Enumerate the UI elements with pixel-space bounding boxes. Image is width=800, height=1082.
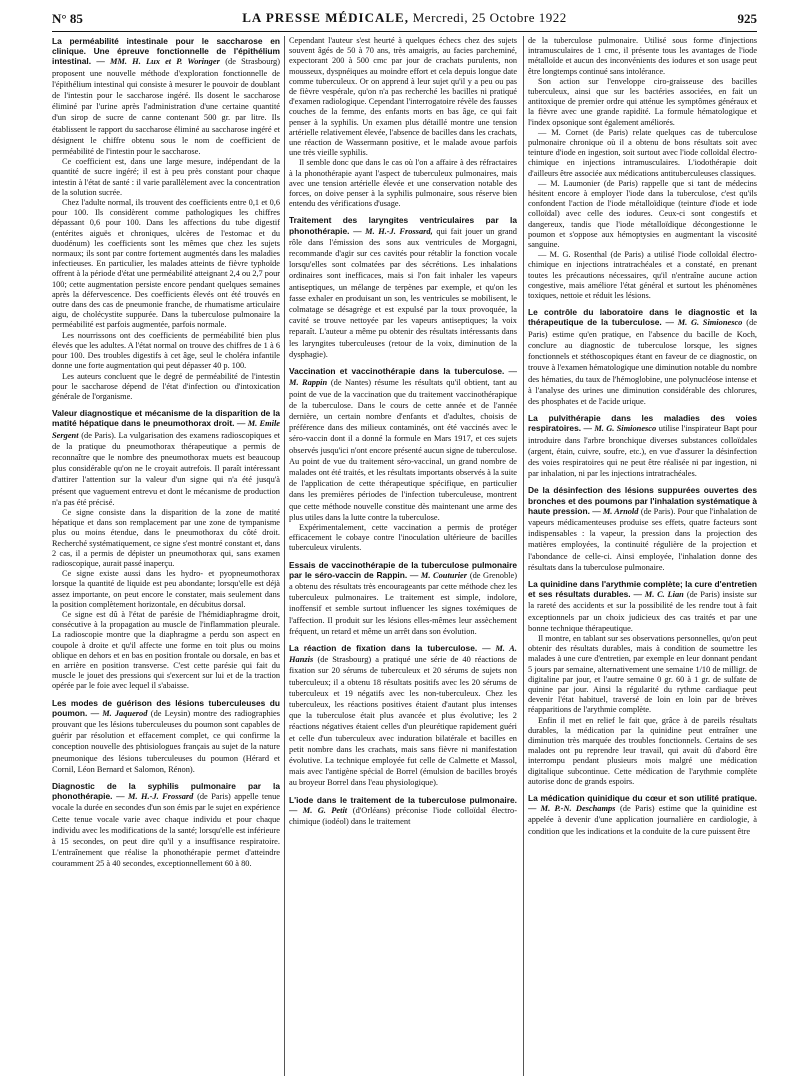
article-author: — M. A. Hanzis <box>289 643 517 665</box>
article-paragraph: (de Nantes) résume les résultats qu'il obtient, tant au point de vue de la vaccination que du traitement vaccinothérapique de la tuberculose. Dans le cours de cette année et de l'année dernière, un certain nombre d'enfants et d'adultes, choisis de préférence dans des milieux contaminés, ont été vaccinés avec le séro-vaccin dont il a donné la formule en Mars 1917, et ces sujets observés jusqu'ici n'ont encore présenté aucun signe de tuberculose. Au point de vue du traitement séro-vaccinal, un grand nombre de malades ont été traités, et les résultats importants observés à la suite de l'application de cette thérapeutique spécifique, en particulier dans les premières périodes de l'infection tuberculeuse, montrent que cette méthode nouvelle constitue dès maintenant une arme des plus utiles dans la lutte contre la tuberculose. <box>289 378 517 522</box>
article-heading <box>289 560 517 637</box>
article-author: — M. C. Lian <box>633 590 684 600</box>
article <box>528 413 757 479</box>
article <box>528 579 757 787</box>
article <box>528 36 757 301</box>
article-title: La perméabilité intestinale pour le saccharose en clinique. Une épreuve fonctionnelle de l'épithélium intestinal. <box>52 36 280 67</box>
article-title: La réaction de fixation dans la tuberculose. <box>289 642 478 653</box>
article-paragraph: qui fait jouer un grand rôle dans l'émission des sons aux ventricules de Morgagni, recommande d'agir sur ces cavités pour rétablir la fonction vocale lorsqu'elles sont colmatées par des sécrétions. Les inhalations ordinaires sont inefficaces, mais si l'on fait inhaler les vapeurs antiseptiques, un mélange de terpènes par exemple, et qu'on les fasse exhaler en produisant un son, les ventricules se mobilisent, le colmatage se désagrège et est expulsé par la toux provoquée, la cavité se trouve nettoyée par les vapeurs antiseptiques; la voix reparaît. L'auteur a même pu obtenir des résultats intéressants dans les laryngites tuberculeuses (retour de la voix, diminution de la dysphagie). <box>289 226 517 359</box>
article-author: — M. G. Simionesco <box>583 424 657 434</box>
article-paragraph: — M. Cornet (de Paris) relate quelques cas de tuberculose pulmonaire chronique où il a obtenu de bons résultats soit avec teinture d'iode en ingestion, soit surtout avec l'iode colloïdal électro-chimique en injections intramusculaires. L'iodothérapie doit d'ailleurs être associée aux médications antituberculeuses classiques. <box>528 127 757 178</box>
journal-name: LA PRESSE MÉDICALE, <box>242 10 409 25</box>
article-author: — M. Emile Sergent <box>52 419 280 440</box>
article-paragraph: Ce signe est dû à l'état de parésie de l'hémidiaphragme droit, consécutive à la propagation au muscle de l'inflammation pleurale. La radioscopie montre que la diaphragme a perdu son aspect en coupole à droite et qu'il affecte une forme en toit plus ou moins oblique en dehors et en bas en position frontale ou dorsale, en bas et en arrière en position transverse. C'est cette parésie qui fait du muscle le jouet des pressions qui s'exercent sur lui et de la traction opérée par le foie avec lequel il s'abaisse. <box>52 609 280 691</box>
article-heading <box>528 579 757 634</box>
article <box>52 698 280 775</box>
article-heading <box>528 307 757 407</box>
article-paragraph: Les nourrissons ont des coefficients de perméabilité bien plus élevés que les adultes. A l'état normal on trouve des chiffres de 1 à 6 pour 100. Des troubles digestifs à cet âge, seul le choléra infantile donne une forte augmentation qui peut dépasser 40 p. 100. <box>52 330 280 371</box>
issue-number: N° 85 <box>52 11 83 26</box>
article <box>289 366 517 553</box>
article-title: Traitement des laryngites ventriculaires par la phonothérapie. <box>289 215 517 236</box>
article-paragraph: (de Paris) estime qu'en pratique, en l'absence du bacille de Koch, conclure au diagnostic de tuberculose lorsque, les signes fonctionnels et stéthoscopiques étant en faveur de ce diagnostic, on trouve à l'examen hématologique une diminution notable du nombre des hématies, du taux de l'hémoglobine, une polynucléose intense et à l'analyse des urines une diminution considérable des chlorures, des phosphates et de l'acide urique. <box>528 318 757 406</box>
article <box>289 560 517 637</box>
article-paragraph: (de Grenoble) a obtenu des résultats très encourageants par cette méthode chez les tuberculeux pulmonaires. Le traitement est simple, indolore, inoffensif et semble surtout influencer les signes toxémiques de l'affection. Il produit sur les lésions elles-mêmes leur assèchement fréquent, un retard et même un arrêt dans son évolution. <box>289 570 517 636</box>
column-divider <box>284 36 285 1076</box>
article-title: De la désinfection des lésions suppurées ouvertes des bronches et des poumons par l'inhalation systématique à haute pression. <box>528 485 757 516</box>
article <box>52 408 280 691</box>
article-paragraph: — M. Laumonier (de Paris) rappelle que si tant de médecins hésitent encore à employer l'iode dans la tuberculose, c'est qu'ils confondent l'action de l'iode métalloïdique (teinture d'iode et iode colloïdal) avec celle des iodures. Ceux-ci sont congestifs et dangereux, tandis que l'iode métalloïdique décongestionne le poumon et s'oppose aux hémoptysies en augmentant la viscosité sanguine. <box>528 178 757 250</box>
article-paragraph: (de Leysin) montre des radiographies prouvant que les lésions tuberculeuses du poumon sont capables de guérir par résolution et effacement complet, ce qui confirme la conception nouvelle des phtisiologues français au sujet de la nature pneumonique des lésions tuberculeuses du poumon (Hérard et Cornil, Léon Bernard et Salomon, Rénon). <box>52 708 280 774</box>
article-author: — M. P.-N. Deschamps <box>528 804 616 814</box>
article-heading <box>528 485 757 573</box>
article-paragraph: (de Strasbourg) proposent une nouvelle méthode d'exploration fonctionnelle de l'épithélium intestinal qui consiste à mesurer le pouvoir de doublant de l'intestin pour le saccharose ingéré. Ils dosent le saccharose éliminé par l'urine après l'administration d'une certaine quantité d'un sirop de sucre de canne contenant 500 gr. par litre. Ils établissent le rapport du saccharose éliminé au saccharose ingéré et désignent le chiffre obtenu sous le nom de coefficient de perméabilité de l'intestin pour le saccharose. <box>52 57 280 157</box>
article-paragraph: Cependant l'auteur s'est heurté à quelques échecs chez des sujets souvent âgés de 50 à 70 ans, très amaigris, au facies parcheminé, expectorant 200 à 500 cmc par jour de crachats purulents, non mousseux, dyspnéiques au moindre effort et cela depuis longue date comme tuberculeux. Or on apprend à leur sujet qu'il y a peu ou pas de fièvre vespérale, qu'on n'a pas recherché les bacilles ni pratiqué d'examen radiologique. Cependant l'interrogatoire révèle des fausses couches de la femme, des enfants morts en bas âge, ce qui fait penser à la syphilis. Un examen plus détaillé montre une tension artérielle relativement élevée, l'absence de bacilles dans les crachats, une réaction de Wassermann positive, et le malade avoue parfois une très vieille syphilis. <box>289 36 517 158</box>
header-rule <box>52 31 757 32</box>
article-paragraph: de la tuberculose pulmonaire. Utilisé sous forme d'injections intramusculaires de 1 cmc, il présente tous les avantages de l'iode métalloïde et aucun des inconvénients des iodures et son usage peut être longtemps continué sans intolérance. <box>528 36 757 76</box>
article-heading <box>289 366 517 523</box>
article-paragraph: (de Paris). Pour que l'inhalation de vapeurs médicamenteuses produise ses effets, quatre facteurs sont indispensables : la vapeur, la pression dans la projection des matières employées, la continuité régulière de la projection et l'abondance de celle-ci. Ainsi employée, l'inhalation donne des résultats dans la tuberculose pulmonaire. <box>528 506 757 572</box>
article-paragraph: (de Paris) estime que la quinidine est appelée à devenir d'une application journalière en cardiologie, à condition que les indications et la conduite de la cure puissent être <box>528 804 757 836</box>
article-paragraph: Ce signe consiste dans la disparition de la zone de matité hépatique et dans son remplacement par une zone de tympanisme plus ou moins étendue, dans le pneumothorax du côté droit. Recherché systématiquement, ce signe s'est montré constant et, dans 2 cas, il a permis de dépister un pneumothorax qui, sans examen radioscopique, aurait passé inaperçu. <box>52 507 280 568</box>
article-paragraph: Ce signe existe aussi dans les hydro- et pyopneumothorax lorsque la quantité de liquide est peu abondante; lorsqu'elle est déjà assez importante, on peut encore le constater, mais seulement dans la position complètement horizontale, en décubitus dorsal. <box>52 569 280 609</box>
article-paragraph: (de Paris). La vulgarisation des examens radioscopiques et de la pratique du pneumothorax thérapeutique a permis de reconnaître que le nombre des pneumothorax muets est beaucoup plus considérable qu'on ne le croyait autrefois. Il paraît intéressant d'attirer l'attention sur la valeur d'un signe qui n'a été jusqu'à présent que vaguement entrevu et dont le mécanisme de production n'a pas été précisé. <box>52 430 280 507</box>
article-paragraph: (de Strasbourg) a pratiqué une série de 40 réactions de fixation sur 20 sérums de tuberculeux et 20 sérums de sujets non tuberculeux; il a obtenu 18 résultats positifs avec les 20 sérums de tuberculeux et 19 négatifs avec les non-tuberculeux. Chez les tuberculeux, les réactions positives étaient d'autant plus intenses que la tuberculose était plus avancée et plus évolutive; les 2 réactions négatives étaient celles d'un pleurétique rapidement guéri et celle d'un tuberculeux avec induration bilatérale et bacilles en petit nombre dans les crachats, mais sans fièvre ni manifestation évolutive. La technique employée fut celle de Calmette et Massol, mais avec l'antigène spécial de Borrel (émulsion de bacilles broyés au broyeur Borrel dans l'eau physiologique). <box>289 655 517 788</box>
journal-title-line <box>52 10 757 26</box>
article-heading <box>289 795 517 828</box>
article-paragraph: (d'Orléans) préconise l'iode colloïdal électro-chimique (iodéol) dans le traitement <box>289 805 517 827</box>
article-author: — M. G. Simionesco <box>665 318 743 328</box>
article <box>289 795 517 828</box>
column-1 <box>52 36 280 1076</box>
article-paragraph: Il semble donc que dans le cas où l'on a affaire à des réfractaires à la phonothérapie ayant l'aspect de tuberculeux pulmonaires, mais avec une tension artérielle élevée et une conservation notable des forces, on doive penser à la syphilis pulmonaire, sous réserve bien entendu des vérifications d'usage. <box>289 158 517 209</box>
article-paragraph: (de Paris) appelle tenue vocale la durée en secondes d'un son émis par le sujet en expérience Cette tenue vocale varie avec chaque individu et pour chaque individu avec les modifications de la santé; lorsqu'elle est inférieure à 15 secondes, on peut dire qu'il y a insuffisance respiratoire. L'entraînement que réalise la phonothérapie permet d'atteindre couramment 25 à 40 secondes, exceptionnellement 60 à 80. <box>52 792 280 869</box>
article-author: — M. H.-J. Frossard, <box>353 226 433 236</box>
article-paragraph: Ce coefficient est, dans une large mesure, indépendant de la quantité de sucre ingéré; il est à peu près constant pour chaque intestin à l'état de santé : il varie parallèlement avec la concentration de la solution sucrée. <box>52 157 280 197</box>
page-number: 925 <box>737 11 757 26</box>
article <box>528 307 757 407</box>
article-heading <box>289 643 517 789</box>
article-paragraph: Les auteurs concluent que le degré de perméabilité de l'intestin pour le saccharose dépend de l'état d'infection ou d'intoxication générale de l'organisme. <box>52 371 280 401</box>
article-author: — M. Rappin <box>289 367 517 388</box>
text-columns <box>52 36 757 1076</box>
article <box>528 485 757 573</box>
column-divider <box>523 36 524 1076</box>
column-3 <box>528 36 757 1076</box>
article-heading <box>289 215 517 360</box>
article-title: La quinidine dans l'arythmie complète; la cure d'entretien et ses résultats durables. <box>528 578 757 600</box>
article-paragraph: utilise l'inspirateur Bapt pour introduire dans l'arbre bronchique diverses substances colloïdales (argent, étain, cuivre, soufre, etc.), en vue d'assurer la désinfection des voies respiratoires qui ne peut être réalisée ni par ingestion, ni par inhalation, ni par les injections intratrachéales. <box>528 424 757 479</box>
article-title: La pulvithérapie dans les maladies des voies respiratoires. <box>528 413 757 434</box>
article-heading <box>528 413 757 479</box>
article-paragraph: Expérimentalement, cette vaccination a permis de protéger efficacement le cobaye contre l'inoculation ultérieure de bacilles tuberculeux virulents. <box>289 522 517 553</box>
article-author: — M. G. Petit <box>289 805 348 815</box>
article <box>52 36 280 402</box>
article-paragraph: Son action sur l'enveloppe ciro-graisseuse des bacilles tuberculeux, ainsi que sur les bactéries associées, en fait un antitoxique de premier ordre qui atténue les symptômes généraux et la fièvre avec une grande rapidité. La formule hématologique et l'index opsonique sont également améliorés. <box>528 76 757 127</box>
article <box>528 793 757 837</box>
article-heading <box>528 793 757 837</box>
article <box>289 36 517 209</box>
article-author: — M. H.-J. Frossard <box>116 792 194 802</box>
article-heading <box>52 36 280 157</box>
column-2 <box>289 36 517 1076</box>
article-author: — MM. H. Lux et P. Woringer <box>96 57 220 67</box>
article-paragraph: (de Paris) insiste sur la rareté des accidents et sur la possibilité de les rendre tout à fait exceptionnels par un choix judicieux des cas traités et par une bonne technique thérapeutique. <box>528 590 757 633</box>
article-heading <box>52 781 280 870</box>
article-heading <box>52 408 280 508</box>
article-title: L'iode dans le traitement de la tuberculose pulmonaire. <box>289 794 517 805</box>
article-title: Diagnostic de la syphilis pulmonaire par la phonothérapie. <box>52 781 280 802</box>
article-title: Le contrôle du laboratoire dans le diagnostic et la thérapeutique de la tuberculose. <box>528 307 757 328</box>
article <box>289 643 517 789</box>
article-title: Valeur diagnostique et mécanisme de la disparition de la matité hépatique dans le pneumothorax droit. <box>52 408 280 429</box>
article-title: Essais de vaccinothérapie de la tuberculose pulmonaire par le séro-vaccin de Rappin. <box>289 559 517 580</box>
article-title: Les modes de guérison des lésions tuberculeuses du poumon. <box>52 697 280 718</box>
article-paragraph: Il montre, en tablant sur ses observations personnelles, qu'on peut obtenir des résultats durables, mais à condition de soumettre les malades à une cure d'entretien, par exemple en leur donnant pendant 5 jours par semaine, alternativement une semaine 1/10 de milligr. de digitaline par jour, et l'autre semaine 0 gr. 60 à 1 gr. de sulfate de quinine par jour. Ainsi la régularité du rythme cardiaque peut devenir l'état habituel, traversé de loin en loin par de brèves réapparitions de l'arythmie complète. <box>528 633 757 715</box>
running-header <box>52 8 757 30</box>
article-paragraph: Chez l'adulte normal, ils trouvent des coefficients entre 0,1 et 0,6 pour 100. Ils considèrent comme pathologiques les chiffres dépassant 0,6 pour 100. Dans les affections du tube digestif (entérites aiguës et chroniques, ulcères de l'estomac et du duodénum) les coefficients sont les mêmes que chez les sujets normaux; ils sont par contre fortement augmentés dans les maladies infectieuses. En particulier, les malades atteints de fièvre typhoïde offrent à la période d'état une perméabilité atteignant 2,4 ou 2,7 pour 100; cette augmentation persiste encore pendant quelques semaines après la défervescence. Des coefficients élevés ont été trouvés en outre dans des cas de pneumonie franche, de rhumatisme articulaire aigu, de cholécystite suppurée. Dans la tuberculose pulmonaire la perméabilité est parfois augmentée, parfois normale. <box>52 198 280 330</box>
article-title: Vaccination et vaccinothérapie dans la tuberculose. <box>289 366 505 377</box>
article-heading <box>52 698 280 775</box>
article-title: La médication quinidique du cœur et son utilité pratique. <box>528 793 757 804</box>
article-paragraph: — M. G. Rosenthal (de Paris) a utilisé l'iode colloïdal électro-chimique en injections intratrachéales et a constaté, en prenant toutes les précautions nécessaires, qu'il n'entraîne aucune action congestive, mais améliore l'état général et surtout les phénomènes toxiques, nettoie et réduit les lésions. <box>528 250 757 301</box>
article <box>52 781 280 870</box>
article-author: — M. Couturier <box>410 570 468 580</box>
article-author: — M. Jaquerod <box>90 708 148 718</box>
article-author: — M. Arnold <box>592 506 639 516</box>
article-paragraph: Enfin il met en relief le fait que, grâce à de pareils résultats durables, la médication par la quinidine peut entraîner une diminution très marquée des troubles fonctionnels. Certains de ses malades ont pu reprendre leur travail, qui avait dû d'abord être interrompu pendant plusieurs mois malgré une médication digitalique subcontinue. Cette médication de l'arythmie complète autorise donc de grands espoirs. <box>528 715 757 786</box>
article <box>289 215 517 360</box>
issue-date: Mercredi, 25 Octobre 1922 <box>412 10 567 25</box>
